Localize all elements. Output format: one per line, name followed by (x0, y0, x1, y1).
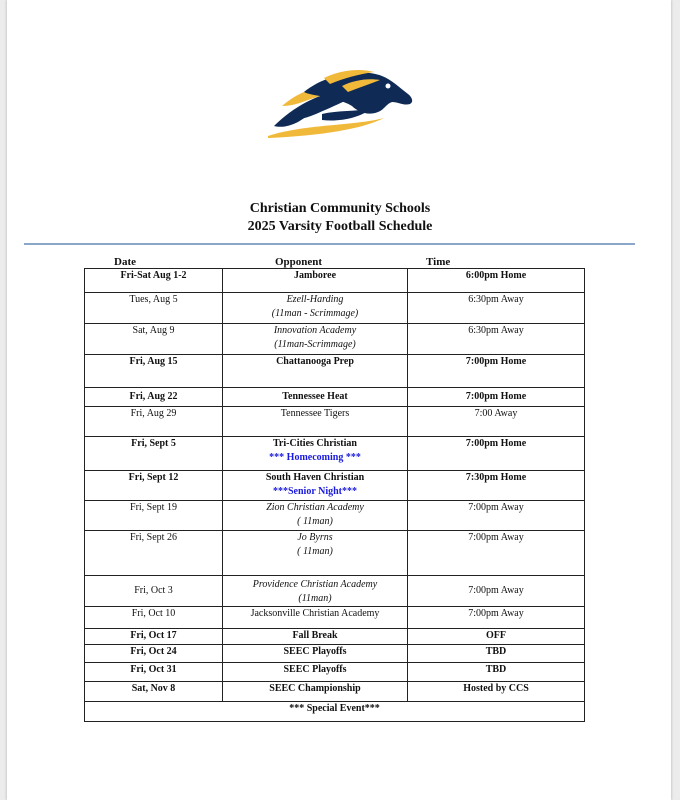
opponent-note: ( 11man) (297, 516, 333, 527)
date-cell: Fri, Sept 12 (85, 471, 223, 501)
date-cell: Fri, Sept 19 (85, 501, 223, 531)
date-cell: Sat, Aug 9 (85, 324, 223, 355)
time-cell: 7:00pm Home (408, 437, 585, 471)
schedule-title (0, 200, 680, 236)
date-cell: Fri-Sat Aug 1-2 (85, 269, 223, 293)
opponent-cell: Jacksonville Christian Academy (223, 607, 408, 629)
date-cell: Tues, Aug 5 (85, 293, 223, 324)
date-cell: Fri, Oct 17 (85, 629, 223, 645)
time-cell: 7:00pm Home (408, 388, 585, 407)
time-cell: 6:30pm Away (408, 293, 585, 324)
column-header-opponent: Opponent (275, 256, 323, 268)
opponent-note: (11man) (298, 593, 332, 604)
opponent-cell: Chattanooga Prep (223, 355, 408, 388)
opponent-name: Providence Christian Academy (252, 579, 378, 590)
opponent-note: ( 11man) (297, 546, 333, 557)
date-cell: Fri, Sept 5 (85, 437, 223, 471)
opponent-note: (11man-Scrimmage) (274, 339, 356, 350)
date-cell: Sat, Nov 8 (85, 682, 223, 702)
opponent-cell: Jamboree (223, 269, 408, 293)
schedule-subtitle: 2025 Varsity Football Schedule (247, 219, 433, 234)
time-cell: 7:00pm Away (408, 576, 585, 607)
table-row (85, 629, 585, 645)
opponent-name: Zion Christian Academy (266, 502, 364, 513)
table-row (85, 269, 585, 293)
opponent-name: Innovation Academy (273, 325, 357, 336)
time-cell: Hosted by CCS (408, 682, 585, 702)
event-note: *** Homecoming *** (269, 452, 361, 463)
opponent-cell: SEEC Playoffs (223, 645, 408, 663)
time-cell: TBD (408, 645, 585, 663)
opponent-cell: Tennessee Tigers (223, 407, 408, 437)
opponent-cell (223, 531, 408, 576)
opponent-cell: Tennessee Heat (223, 388, 408, 407)
table-row (85, 324, 585, 355)
opponent-name: South Haven Christian (265, 472, 365, 483)
opponent-cell (223, 501, 408, 531)
table-row (85, 576, 585, 607)
table-row (85, 355, 585, 388)
opponent-cell (223, 471, 408, 501)
table-row (85, 531, 585, 576)
opponent-cell: Fall Break (223, 629, 408, 645)
opponent-cell (223, 437, 408, 471)
table-row (85, 293, 585, 324)
table-row (85, 437, 585, 471)
opponent-cell (223, 576, 408, 607)
table-row (85, 607, 585, 629)
date-cell: Fri, Oct 3 (85, 576, 223, 607)
time-cell: 6:00pm Home (408, 269, 585, 293)
time-cell: 7:00pm Away (408, 531, 585, 576)
table-row (85, 501, 585, 531)
opponent-name: Jo Byrns (297, 532, 333, 543)
event-note: ***Senior Night*** (273, 486, 357, 497)
time-cell: 7:30pm Home (408, 471, 585, 501)
table-row (85, 645, 585, 663)
table-row (85, 388, 585, 407)
time-cell: 6:30pm Away (408, 324, 585, 355)
time-cell: TBD (408, 663, 585, 682)
table-row (85, 663, 585, 682)
opponent-name: Ezell-Harding (286, 294, 344, 305)
time-cell: OFF (408, 629, 585, 645)
opponent-note: (11man - Scrimmage) (271, 308, 359, 319)
date-cell: Fri, Aug 29 (85, 407, 223, 437)
date-cell: Fri, Oct 24 (85, 645, 223, 663)
table-row (85, 471, 585, 501)
table-row (85, 682, 585, 702)
opponent-cell (223, 293, 408, 324)
date-cell: Fri, Sept 26 (85, 531, 223, 576)
column-header-time: Time (426, 256, 451, 268)
special-event-note: *** Special Event*** (85, 702, 585, 722)
column-header-date: Date (114, 256, 136, 268)
time-cell: 7:00pm Away (408, 607, 585, 629)
time-cell: 7:00 Away (408, 407, 585, 437)
opponent-cell (223, 324, 408, 355)
school-name: Christian Community Schools (249, 201, 431, 216)
table-row (85, 702, 585, 722)
date-cell: Fri, Aug 15 (85, 355, 223, 388)
opponent-cell: SEEC Playoffs (223, 663, 408, 682)
date-cell: Fri, Oct 31 (85, 663, 223, 682)
time-cell: 7:00pm Home (408, 355, 585, 388)
time-cell: 7:00pm Away (408, 501, 585, 531)
opponent-name: Tri-Cities Christian (273, 438, 357, 449)
divider-rule (24, 243, 635, 245)
date-cell: Fri, Aug 22 (85, 388, 223, 407)
opponent-cell: SEEC Championship (223, 682, 408, 702)
table-row (85, 407, 585, 437)
mustang-logo (264, 66, 416, 142)
schedule-table (84, 268, 585, 722)
date-cell: Fri, Oct 10 (85, 607, 223, 629)
